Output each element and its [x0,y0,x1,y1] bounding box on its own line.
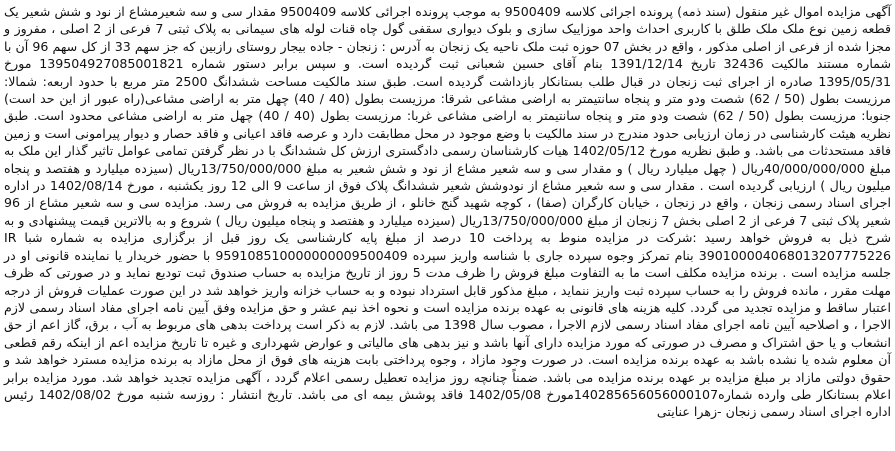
auction-notice-text: آگهی مزایده اموال غیر منقول (سند ذمه) پرونده اجرائی کلاسه 9500409 به موجب پرونده اجرائی کلاسه 9500409 مقدار سی و سه شعیرمشاع از نود و شش شعیر یک قطعه زمین نوع ملک ملک طلق با کاربری احداث واحد موزاییک سازی و بلوک دیواری سقفی گول چاه قنات لوله های سیمانی به پلاک ثبتی 7 فرعی از 2 اصلی ، مفروز و مجزا شده از فرعی از اصلی مذکور ، واقع در بخش 07 حوزه ثبت ملک ناحیه یک زنجان به آدرس : زنجان - جاده بیجار روستای رازبین که جز سهم 33 از کل سهم 96 آن با شماره مستند مالکیت 32436 تاریخ 1391/12/14 بنام آقای حسین شعبانی ثبت گردیده است. و سپس برابر دستور شماره 139504927085001821 مورخ 1395/05/31 صادره از اجرای ثبت زنجان در قبال طلب بستانکار بازداشت گردیده است. طبق سند مالکیت مساحت ششدانگ 2500 متر مربع با حدود اربعه: شمالا: مرزیست بطول (50 / 62) شصت ودو متر و پنجاه سانتیمتر به اراضی مشاعی شرقا: مرزیست بطول (40 / 40) چهل متر به اراضی مشاعی(راه عبور از این حد است) جنوبا: مرزیست بطول (50 / 62) شصت ودو متر و پنجاه سانتیمتر به اراضی مشاعی غربا: مرزیست بطول (40 / 40) چهل متر به اراضی مشاعی محدود است. طبق نظریه هیئت کارشناسی در زمان ارزیابی حدود مندرج در سند مالکیت با وضع موجود در محل مطابقت دارد و عرصه فاقد اعیانی و فاقد حصار و دیوار پیرامونی است و زمین فاقد مستحدثات می باشد. و طبق نظریه مورخ 1402/05/12 هیات کارشناسان رسمی دادگستری ارزش کل ششدانگ با در نظر گرفتن تمامی عوامل تاثیر گذار این ملک به مبلغ 40/000/000/000ریال ( چهل میلیارد ریال ) و مقدار سی و سه شعیر مشاع از نود و شش شعیر به مبلغ 13/750/000/000ریال (سیزده میلیارد و هفتصد و پنجاه میلیون ریال ) ارزیابی گردیده است . مقدار سی و سه شعیر مشاع از نودوشش شعیر ششدانگ پلاک فوق از ساعت 9 الی 12 روز یکشنبه ، مورخ 1402/08/14 در اداره اجرای اسناد رسمی زنجان ، واقع در زنجان ، خیابان کارگران (صفا) ، کوچه شهید گنج خانلو ، از طریق مزایده به فروش می رسد. مزایده سی و سه شعیر مشاع از 96 شعیر پلاک ثبتی 7 فرعی از 2 اصلی بخش 7 زنجان از مبلغ 13/750/000/000ریال (سیزده میلیارد و هفتصد و پنجاه میلیون ریال ) شروع و به بالاترین قیمت پیشنهادی و به شرح ذیل به فروش خواهد رسید :شرکت در مزایده منوط به پرداخت 10 درصد از مبلغ پایه کارشناسی یک روز قبل از برگزاری مزایده به شماره شبا IR 390100004068013207775226 بنام تمرکز وجوه سپرده جاری با شناسه واریز سپرده 959108510000000009500409 با حضور خریدار یا نماینده قانونی او در جلسه مزایده است . برنده مزایده مکلف است ما به التفاوت مبلغ فروش را ظرف مدت 5 روز از تاریخ مزایده به حساب صندوق ثبت تودیع نماید و در صورتی که ظرف مهلت مقرر ، مانده فروش را به حساب سپرده ثبت واریز ننماید ، مبلغ مذکور قابل استرداد نبوده و به حساب خزانه واریز خواهد شد در این صورت عملیات فروش از درجه اعتبار ساقط و مزایده تجدید می گردد. کلیه هزینه های قانونی به عهده برنده مزایده است و نحوه اخذ نیم عشر و حق مزایده وفق آیین نامه اجرای مفاد اسناد رسمی لازم الاجرا ، و اصلاحیه آیین نامه اجرای مفاد اسناد رسمی لازم الاجرا ، مصوب سال 1398 می باشد. لازم به ذکر است پرداخت بدهی های مربوط به آب ، برق، گاز اعم از حق انشعاب و یا حق اشتراک و مصرف در صورتی که مورد مزایده دارای آنها باشد و نیز بدهی های مالیاتی و عوارض شهرداری و غیره تا تاریخ مزایده اعم از اینکه رقم قطعی آن معلوم شده یا نشده باشد به عهده برنده مزایده است. در صورت وجود مازاد ، وجوه پرداختی بابت هزینه های فوق از محل مازاد به برنده مزایده مسترد خواهد شد و حقوق دولتی مازاد بر مبلغ مزایده بر عهده برنده مزایده می باشد. ضمناً چنانچه روز مزایده تعطیل رسمی اعلام گردد ، آگهی مزایده تجدید خواهد شد. مورد مزایده برابر اعلام بستانکار طی وارده شماره140285656056000107مورخ 1402/05/08 فاقد پوشش بیمه ای می باشد. تاریخ انتشار : روزسه شنبه مورخ 1402/08/02 رئیس اداره اجرای اسناد رسمی زنجان -زهرا عنایتی [4,4,891,420]
